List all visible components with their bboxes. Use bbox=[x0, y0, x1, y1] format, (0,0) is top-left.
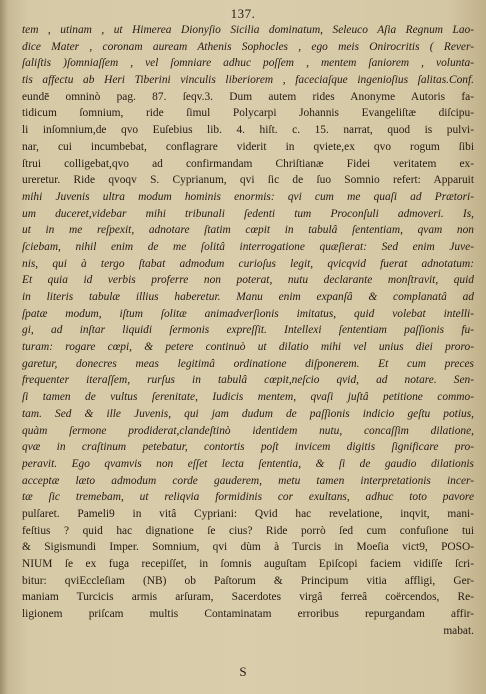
text-line: acceptæ læto admodum corde gauderem, metu tamen interpretationis incer- bbox=[22, 474, 474, 487]
page-number: 137. bbox=[230, 6, 256, 21]
text-line: garetur, donecres meas legitimâ ordinatione diſponerem. Et cum preces bbox=[22, 357, 474, 370]
text-line: ſtrui colligebat,qvo ad confirmandam Chriſtianæ Fidei veritatem ex- bbox=[22, 157, 474, 170]
text-line: mabat. bbox=[443, 624, 474, 637]
text-line: quàm ſermone prodiderat,clandeſtinò identidem nutu, concaſſim dilatione, bbox=[22, 424, 474, 437]
text-line: turam: rogare cœpi, & petere continuò ut dilatio mihi vel unius diei proro- bbox=[22, 341, 474, 354]
text-line: nar, cui incumbebat, conflagrare viderit in qviete,ex qvo rogum ſibi bbox=[22, 140, 474, 153]
text-line: ſpatæ modum, iſtum ſolitæ animadverſionis imitatus, quid volebat intelli- bbox=[22, 307, 474, 320]
text-line: mihi Juvenis ultra modum hominis enormis: qvi cum me quaſi ad Prætori- bbox=[22, 190, 474, 203]
text-line: NIUM ſe ex fuga recepiſſet, in ſomnis auguſtam Epiſcopi faciem vidiſſe ſcri- bbox=[22, 558, 474, 570]
text-line: tis affectu ab Heri Tiberini vinculis liberiorem , faceciaſque ingenioſius ſalitas.Conf. bbox=[22, 74, 474, 87]
signature-mark: S bbox=[239, 664, 247, 679]
text-line: ſi tamen de vultus ſerenitate, Iudicis mentem, qvaſi juſtâ petitione commo- bbox=[22, 391, 474, 404]
text-line: maniam Turcicis armis arſuram, Sacerdotes virgâ ferreâ coërcendos, Re- bbox=[22, 591, 474, 604]
text-line: tem , utinam , ut Himerea Dionyſio Sicilia dominatum, Seleuco Aſia Regnum Lao- bbox=[22, 24, 474, 36]
text-line: gi, ad inſtar liquidi ſermonis expreſſit. Intellexi ſententiam paſſionis fu- bbox=[22, 324, 474, 337]
text-line: tam. Sed & ille Juvenis, qui jam dudum de paſſionis indicio geſtu potius, bbox=[22, 407, 474, 420]
text-line: Et quia id verbis proferre non poterat, nutu declarante monſtravit, quid bbox=[22, 274, 474, 287]
gutter-shadow bbox=[0, 0, 8, 694]
text-line: qvæ in craſtinum petebatur, contortis poſt invicem digitis ſignificare pro- bbox=[22, 441, 474, 454]
text-line: peravit. Ego qvamvis non eſſet lecta ſententia, & ſi de gaudio dilationis bbox=[22, 457, 474, 470]
text-line: bitur: qviEccleſiam (NB) ob Paſtorum & Principum vitia affligi, Ger- bbox=[22, 574, 474, 587]
text-line: ſciebam, nihil enim de me ſolitâ interrogatione quæſierat: Sed enim Juve- bbox=[22, 240, 474, 253]
text-line: tidicum ſomnium, ride ſimul Polycarpi Johannis Evangeliſtæ diſcipu- bbox=[22, 107, 474, 120]
text-line: tæ ſic tremebam, ut reliqvia formidinis cor exultans, adhuc toto pavore bbox=[22, 491, 474, 504]
text-line: ligionem priſcam multis Contaminatam erroribus repurgandam affir- bbox=[22, 608, 474, 621]
text-line: li inſomnium,de qvo Euſebius lib. 4. hiſt. c. 15. narrat, quod is pulvi- bbox=[22, 124, 474, 137]
text-line: dice Mater , coronam auream Athenis Sophocles , ego meis Onirocritis ( Rever- bbox=[22, 40, 474, 53]
text-line: eundē omninò pag. 87. ſeqv.3. Dum autem rides Anonyme Autoris fa- bbox=[22, 90, 474, 103]
text-line: pulſaret. Pameli9 in vitâ Cypriani: Qvid hac revelatione, inqvit, mani- bbox=[22, 507, 474, 520]
text-line: feſtius ? quid hac dignatione ſe cius? Ride porrò ſed cum confuſione tui bbox=[22, 524, 474, 537]
body-text bbox=[22, 22, 474, 639]
text-line: ut in me reſpexit, adnotare ſtatim cœpit in tabulâ ſententiam, qvam non bbox=[22, 224, 474, 237]
text-line: um duceret,videbar mihi tribunali ſedenti tum Proconſuli admoveri. Is, bbox=[22, 207, 474, 220]
text-line: & Sigismundi Imper. Somnium, qvi dùm à Turcis in Moeſia vict9, POSO- bbox=[22, 541, 474, 554]
text-line: ſaliſtis )ſomniaſſem , vel ſomniare adhuc poſſem , mentem ſaniorem , volunta- bbox=[22, 57, 474, 70]
text-line: ureretur. Ride qvoqv S. Cyprianum, qvi ſic de ſuo Somnio refert: Apparuit bbox=[22, 174, 474, 187]
text-line: frequenter iteraſſem, rurſus in tabulâ cœpit,neſcio qvid, ad notare. Sen- bbox=[22, 374, 474, 387]
text-line: in literis tabulæ illius haberetur. Manu enim expanſâ & complanatâ ad bbox=[22, 291, 474, 303]
text-line: nis, qui à tergo ſtabat admodum curioſus legit, qvicqvid fuerat adnotatum: bbox=[22, 257, 474, 270]
